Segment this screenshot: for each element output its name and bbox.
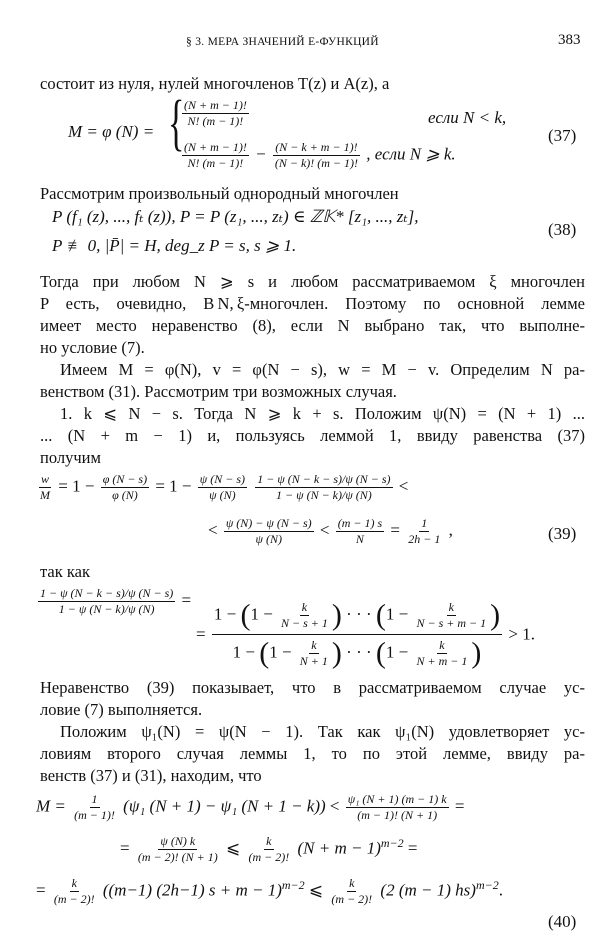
since-eq-line1: $\frac{1 - \psi (N - k - s)/\psi (N - s)}{1 - \psi (N - k)/\psi (N)}$ = <box>40 586 192 616</box>
page-number: 383 <box>558 32 581 48</box>
text-line: P есть, очевидно, B N, ξ-многочлен. Поэтому по основной лемме <box>40 294 585 313</box>
eq37-case1: $\frac{(N + m - 1)!}{N! (m - 1)!}$ <box>184 98 247 128</box>
text-line: состоит из нуля, нулей многочленов T(z) и A(z), а <box>40 74 390 93</box>
text-line: Неравенство (39) показывает, что в рассматриваемом случае ус- <box>40 678 585 697</box>
eq38-line2: P ≢ 0, |P̄| = H, deg_z P = s, s ⩾ 1. <box>52 236 297 255</box>
equation-number: (40) <box>548 912 577 931</box>
equation-number: (37) <box>548 126 577 145</box>
equation-number: (39) <box>548 524 577 543</box>
text-line: но условие (7). <box>40 338 145 357</box>
text-line: Положим ψ₁(N) = ψ(N − 1). Так как ψ₁(N) удовлетворяет ус- <box>60 722 585 741</box>
text-line: ловие (7) выполняется. <box>40 700 203 719</box>
text-line: получим <box>40 448 101 467</box>
text-line: Тогда при любом N ⩾ s и любом рассматриваемом ξ многочлен <box>40 272 585 291</box>
running-header: § 3. МЕРА ЗНАЧЕНИЙ Е-ФУНКЦИЙ <box>186 36 379 48</box>
eq37-case1-condition: если N < k, <box>428 108 507 127</box>
text-line: имеет место неравенство (8), если N выбрано так, что выполне- <box>40 316 585 335</box>
text-line: ловиям второго случая леммы 1, то по этой лемме, ввиду ра- <box>40 744 585 763</box>
since-eq-big-fraction: = 1 − (1 − $\frac{k}{N - s + 1}$ ) · · · (1 − $\frac{k}{N - s + m - 1}$ ) 1 − (1 − $\frac{k}{N + 1}$ ) · · · (1 − $\frac{k}{N + m - 1}$ ) > 1. <box>196 598 535 670</box>
text-line: 1. k ⩽ N − s. Тогда N ⩾ k + s. Положим ψ(N) = (N + 1) ... <box>60 404 585 423</box>
text-line: венств (37) и (31), находим, что <box>40 766 262 785</box>
eq37-case2: $\frac{(N + m - 1)!}{N! (m - 1)!}$ − $\frac{(N - k + m - 1)!}{(N - k)! (m - 1)!}$ , если N ⩾ k. <box>184 140 456 170</box>
text-line: так как <box>40 562 90 581</box>
eq39-line1: $\frac{w}{M}$ = 1 − $\frac{\varphi (N - s)}{\varphi (N)}$ = 1 − $\frac{\psi (N - s)}{\psi (N)}$ $\frac{1 - \psi (N - k - s)/\psi (N - s)}{1 - \psi (N - k)/\psi (N)}$ < <box>40 472 409 502</box>
eq40-line2: = $\frac{\psi (N) k}{(m - 2)! (N + 1)}$ ⩽ $\frac{k}{(m - 2)!}$ $(N + m - 1)^{m-2}$ = <box>120 834 418 864</box>
text-line: Имеем M = φ(N), v = φ(N − s), w = M − v. Определим N ра- <box>60 360 585 379</box>
eq40-line1: M = $\frac{1}{(m - 1)!}$ (ψ₁ (N + 1) − ψ₁ (N + 1 − k)) < $\frac{\text{ψ₁ (N + 1) (m − 1) k}}{(m - 1)! (N + 1)}$ = <box>36 792 465 822</box>
eq39-line2: < $\frac{\psi (N) - \psi (N - s)}{\psi (N)}$ < $\frac{(m - 1) s}{N}$ = $\frac{1}{2h - 1}$ , <box>208 516 453 546</box>
equation-number: (38) <box>548 220 577 239</box>
brace-symbol: { <box>168 89 185 157</box>
eq40-line3: = $\frac{k}{(m - 2)!}$ ((m−1) (2h−1) s + m − 1)$^{m-2}$ ⩽ $\frac{k}{(m - 2)!}$ (2 (m − 1) hs)$^{m-2}$. <box>36 876 503 906</box>
eq38-line1: P (f₁ (z), ..., fₜ (z)), P = P (z₁, ..., zₜ) ∈ ℤ𝕂* [z₁, ..., zₜ], <box>52 207 419 226</box>
text-line: венством (31). Рассмотрим три возможных случая. <box>40 382 397 401</box>
text-line: Рассмотрим произвольный однородный многочлен <box>40 184 399 203</box>
text-line: ... (N + m − 1) и, пользуясь леммой 1, ввиду равенства (37) <box>40 426 585 445</box>
eq37-lhs: M = φ (N) = <box>68 122 155 141</box>
